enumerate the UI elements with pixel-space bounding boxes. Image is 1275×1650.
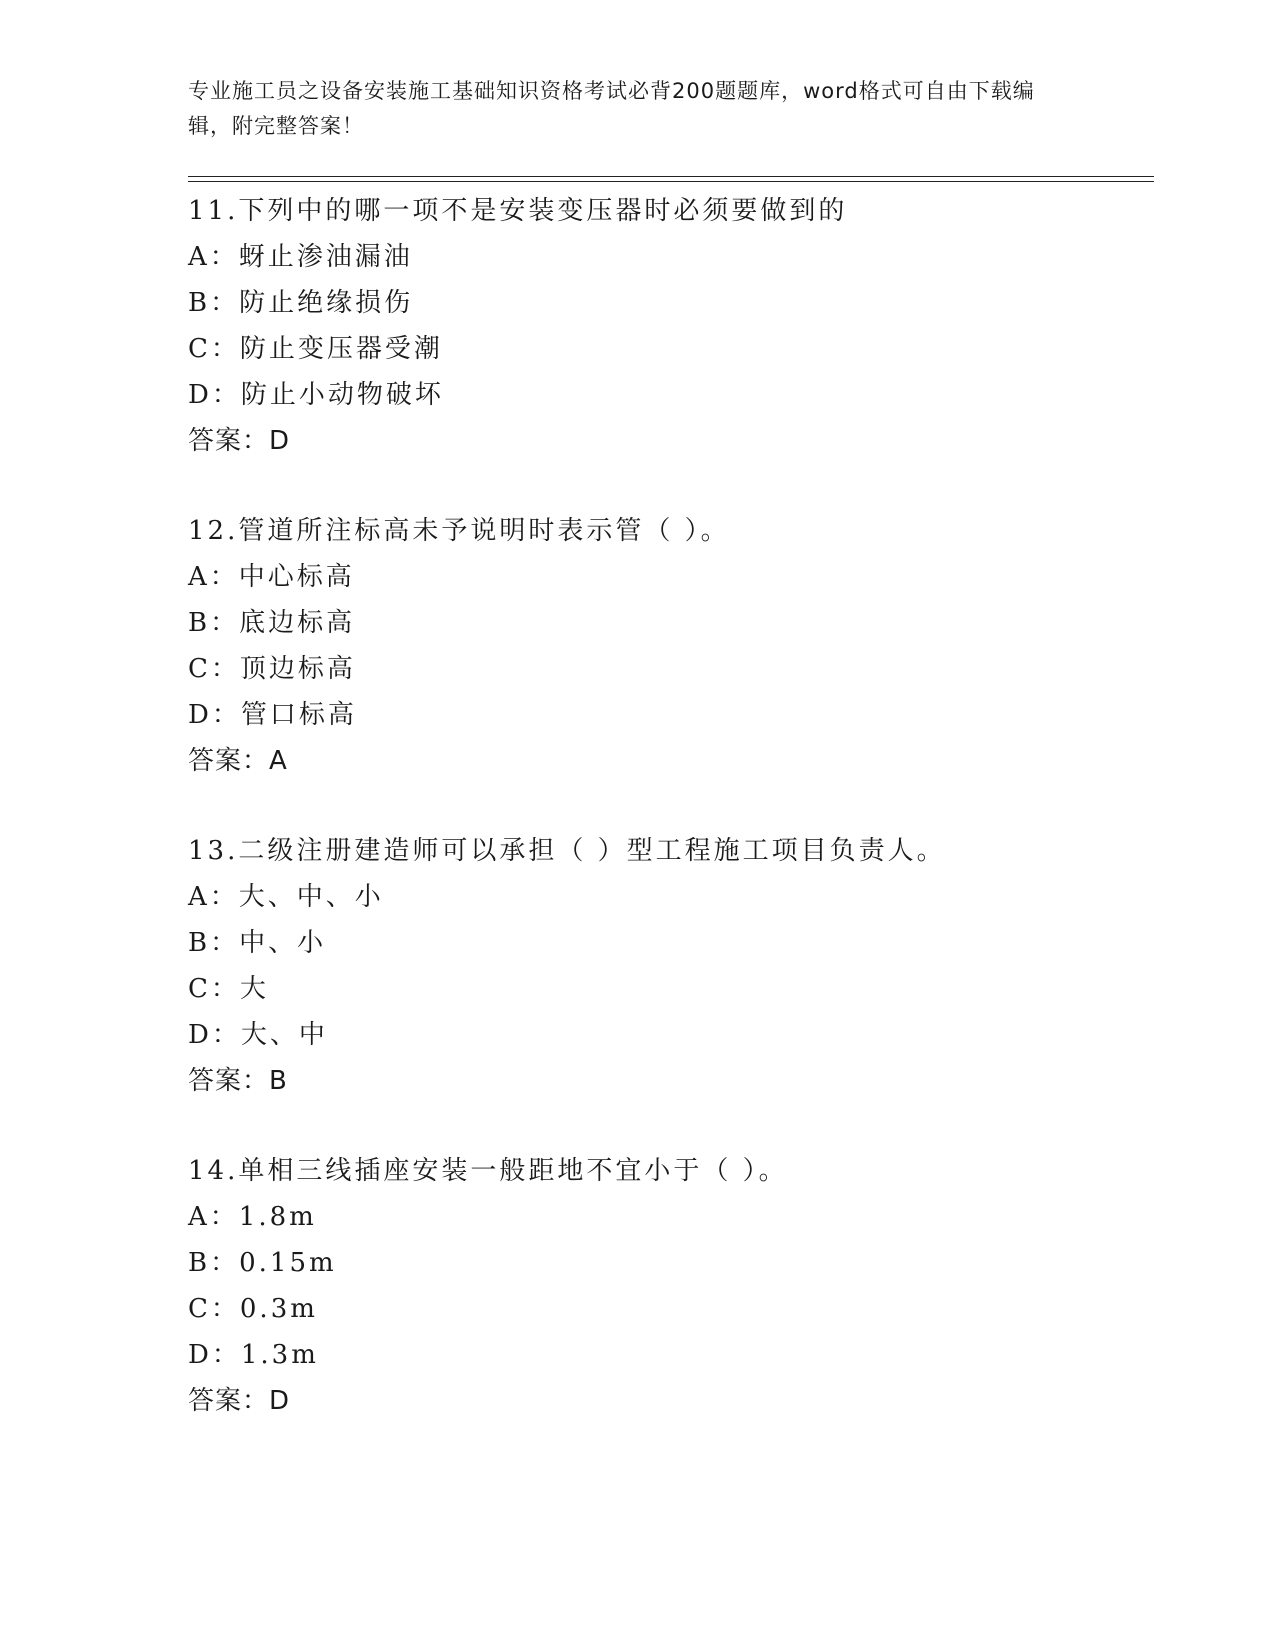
option-d: D：1.3m — [188, 1340, 319, 1370]
answer-line: 答案：D — [188, 426, 291, 456]
option-a: A：中心标高 — [188, 562, 355, 592]
option-b: B：防止绝缘损伤 — [188, 288, 414, 318]
document-header: 专业施工员之设备安装施工基础知识资格考试必背200题题库，word格式可自由下载编辑，附完整答案！ — [188, 79, 1035, 138]
question-13 — [188, 828, 1154, 1104]
option-d: D：防止小动物破坏 — [188, 380, 444, 410]
header-divider-bottom — [188, 181, 1154, 182]
question-11 — [188, 188, 1154, 464]
question-stem: 14.单相三线插座安装一般距地不宜小于（ ）。 — [188, 1156, 788, 1186]
option-a: A：1.8m — [188, 1202, 317, 1232]
option-c: C：顶边标高 — [188, 654, 356, 684]
option-b: B：底边标高 — [188, 608, 356, 638]
option-c: C：大 — [188, 974, 269, 1004]
question-stem: 11.下列中的哪一项不是安装变压器时必须要做到的 — [188, 196, 848, 226]
option-a: A：蚜止渗油漏油 — [188, 242, 413, 272]
option-c: C：0.3m — [188, 1294, 318, 1324]
option-a: A：大、中、小 — [188, 882, 384, 912]
option-b: B：0.15m — [188, 1248, 337, 1278]
question-12 — [188, 508, 1154, 784]
header-divider-top — [188, 176, 1154, 177]
option-c: C：防止变压器受潮 — [188, 334, 443, 364]
question-14 — [188, 1148, 1154, 1424]
question-stem: 12.管道所注标高未予说明时表示管（ ）。 — [188, 516, 730, 546]
answer-line: 答案：A — [188, 746, 288, 776]
option-b: B：中、小 — [188, 928, 327, 958]
option-d: D：大、中 — [188, 1020, 328, 1050]
question-stem: 13.二级注册建造师可以承担（ ）型工程施工项目负责人。 — [188, 836, 946, 866]
answer-line: 答案：B — [188, 1066, 288, 1096]
answer-line: 答案：D — [188, 1386, 291, 1416]
option-d: D：管口标高 — [188, 700, 357, 730]
